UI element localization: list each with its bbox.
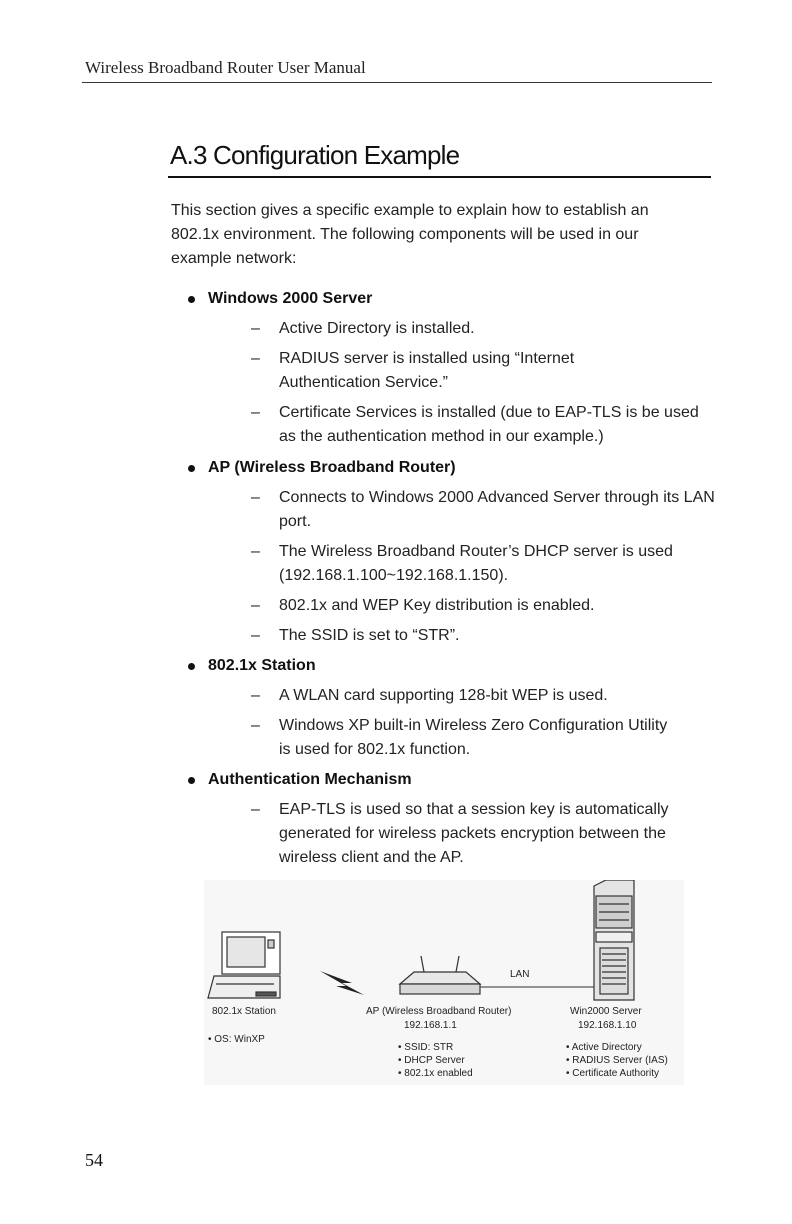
server-ip: 192.168.1.10: [578, 1020, 637, 1031]
ap-detail: • 802.1x enabled: [398, 1068, 473, 1079]
list-item: Connects to Windows 2000 Advanced Server through its LAN port.: [279, 489, 715, 530]
header-rule: [82, 82, 712, 83]
list-item: The Wireless Broadband Router’s DHCP server is used (192.168.1.100~192.168.1.150).: [279, 543, 673, 584]
server-detail: • Active Directory: [566, 1042, 642, 1053]
lan-label: LAN: [510, 969, 530, 980]
dash-marker: –: [251, 801, 260, 818]
bullet-heading-text: Authentication Mechanism: [208, 771, 412, 788]
bullet-heading: [208, 459, 456, 477]
bullet-heading: [208, 290, 372, 308]
dash-marker: –: [251, 543, 260, 560]
bullet-dot-icon: [188, 465, 195, 472]
title-rule: [168, 176, 711, 178]
bullet-heading: [208, 657, 316, 675]
ap-detail: • SSID: STR: [398, 1042, 454, 1053]
network-diagram: [204, 880, 684, 1085]
page-number: 54: [85, 1150, 103, 1170]
dash-marker: –: [251, 597, 260, 614]
list-item: 802.1x and WEP Key distribution is enabled.: [279, 597, 595, 614]
list-item: The SSID is set to “STR”.: [279, 627, 460, 644]
list-item: Active Directory is installed.: [279, 320, 475, 337]
running-header: Wireless Broadband Router User Manual: [85, 58, 366, 77]
dash-marker: –: [251, 687, 260, 704]
server-name: Win2000 Server: [570, 1006, 642, 1017]
dash-marker: –: [251, 320, 260, 337]
bullet-heading-text: Windows 2000 Server: [208, 290, 373, 307]
list-item: EAP-TLS is used so that a session key is automatically generated for wireless packets encryption between the wireless client and the AP.: [279, 801, 669, 866]
list-item: A WLAN card supporting 128-bit WEP is used.: [279, 687, 608, 704]
list-item: Windows XP built-in Wireless Zero Configuration Utility is used for 802.1x function.: [279, 717, 668, 758]
bullet-dot-icon: [188, 777, 195, 784]
bullet-heading-text: AP (Wireless Broadband Router): [208, 459, 456, 476]
router-icon: [400, 956, 480, 994]
bullet-heading: [208, 771, 412, 789]
ap-ip: 192.168.1.1: [404, 1020, 457, 1031]
station-detail: • OS: WinXP: [208, 1034, 265, 1045]
ap-name: AP (Wireless Broadband Router): [366, 1006, 512, 1017]
wireless-signal-icon: [320, 971, 364, 995]
bullet-heading-text: 802.1x Station: [208, 657, 316, 674]
intro-paragraph: This section gives a specific example to explain how to establish an 802.1x environment. The following components will be used in our example network:: [171, 202, 649, 267]
dash-marker: –: [251, 350, 260, 367]
dash-marker: –: [251, 717, 260, 734]
station-name: 802.1x Station: [212, 1006, 276, 1017]
list-item: Certificate Services is installed (due to EAP-TLS is be used as the authentication method in our example.): [279, 404, 699, 445]
laptop-icon: [208, 932, 280, 998]
bullet-dot-icon: [188, 296, 195, 303]
server-icon: [594, 880, 634, 1000]
list-item: RADIUS server is installed using “Internet Authentication Service.”: [279, 350, 575, 391]
dash-marker: –: [251, 489, 260, 506]
ap-detail: • DHCP Server: [398, 1055, 465, 1066]
server-detail: • Certificate Authority: [566, 1068, 659, 1079]
dash-marker: –: [251, 404, 260, 421]
bullet-dot-icon: [188, 663, 195, 670]
dash-marker: –: [251, 627, 260, 644]
server-detail: • RADIUS Server (IAS): [566, 1055, 668, 1066]
section-title: A.3 Configuration Example: [170, 140, 460, 170]
